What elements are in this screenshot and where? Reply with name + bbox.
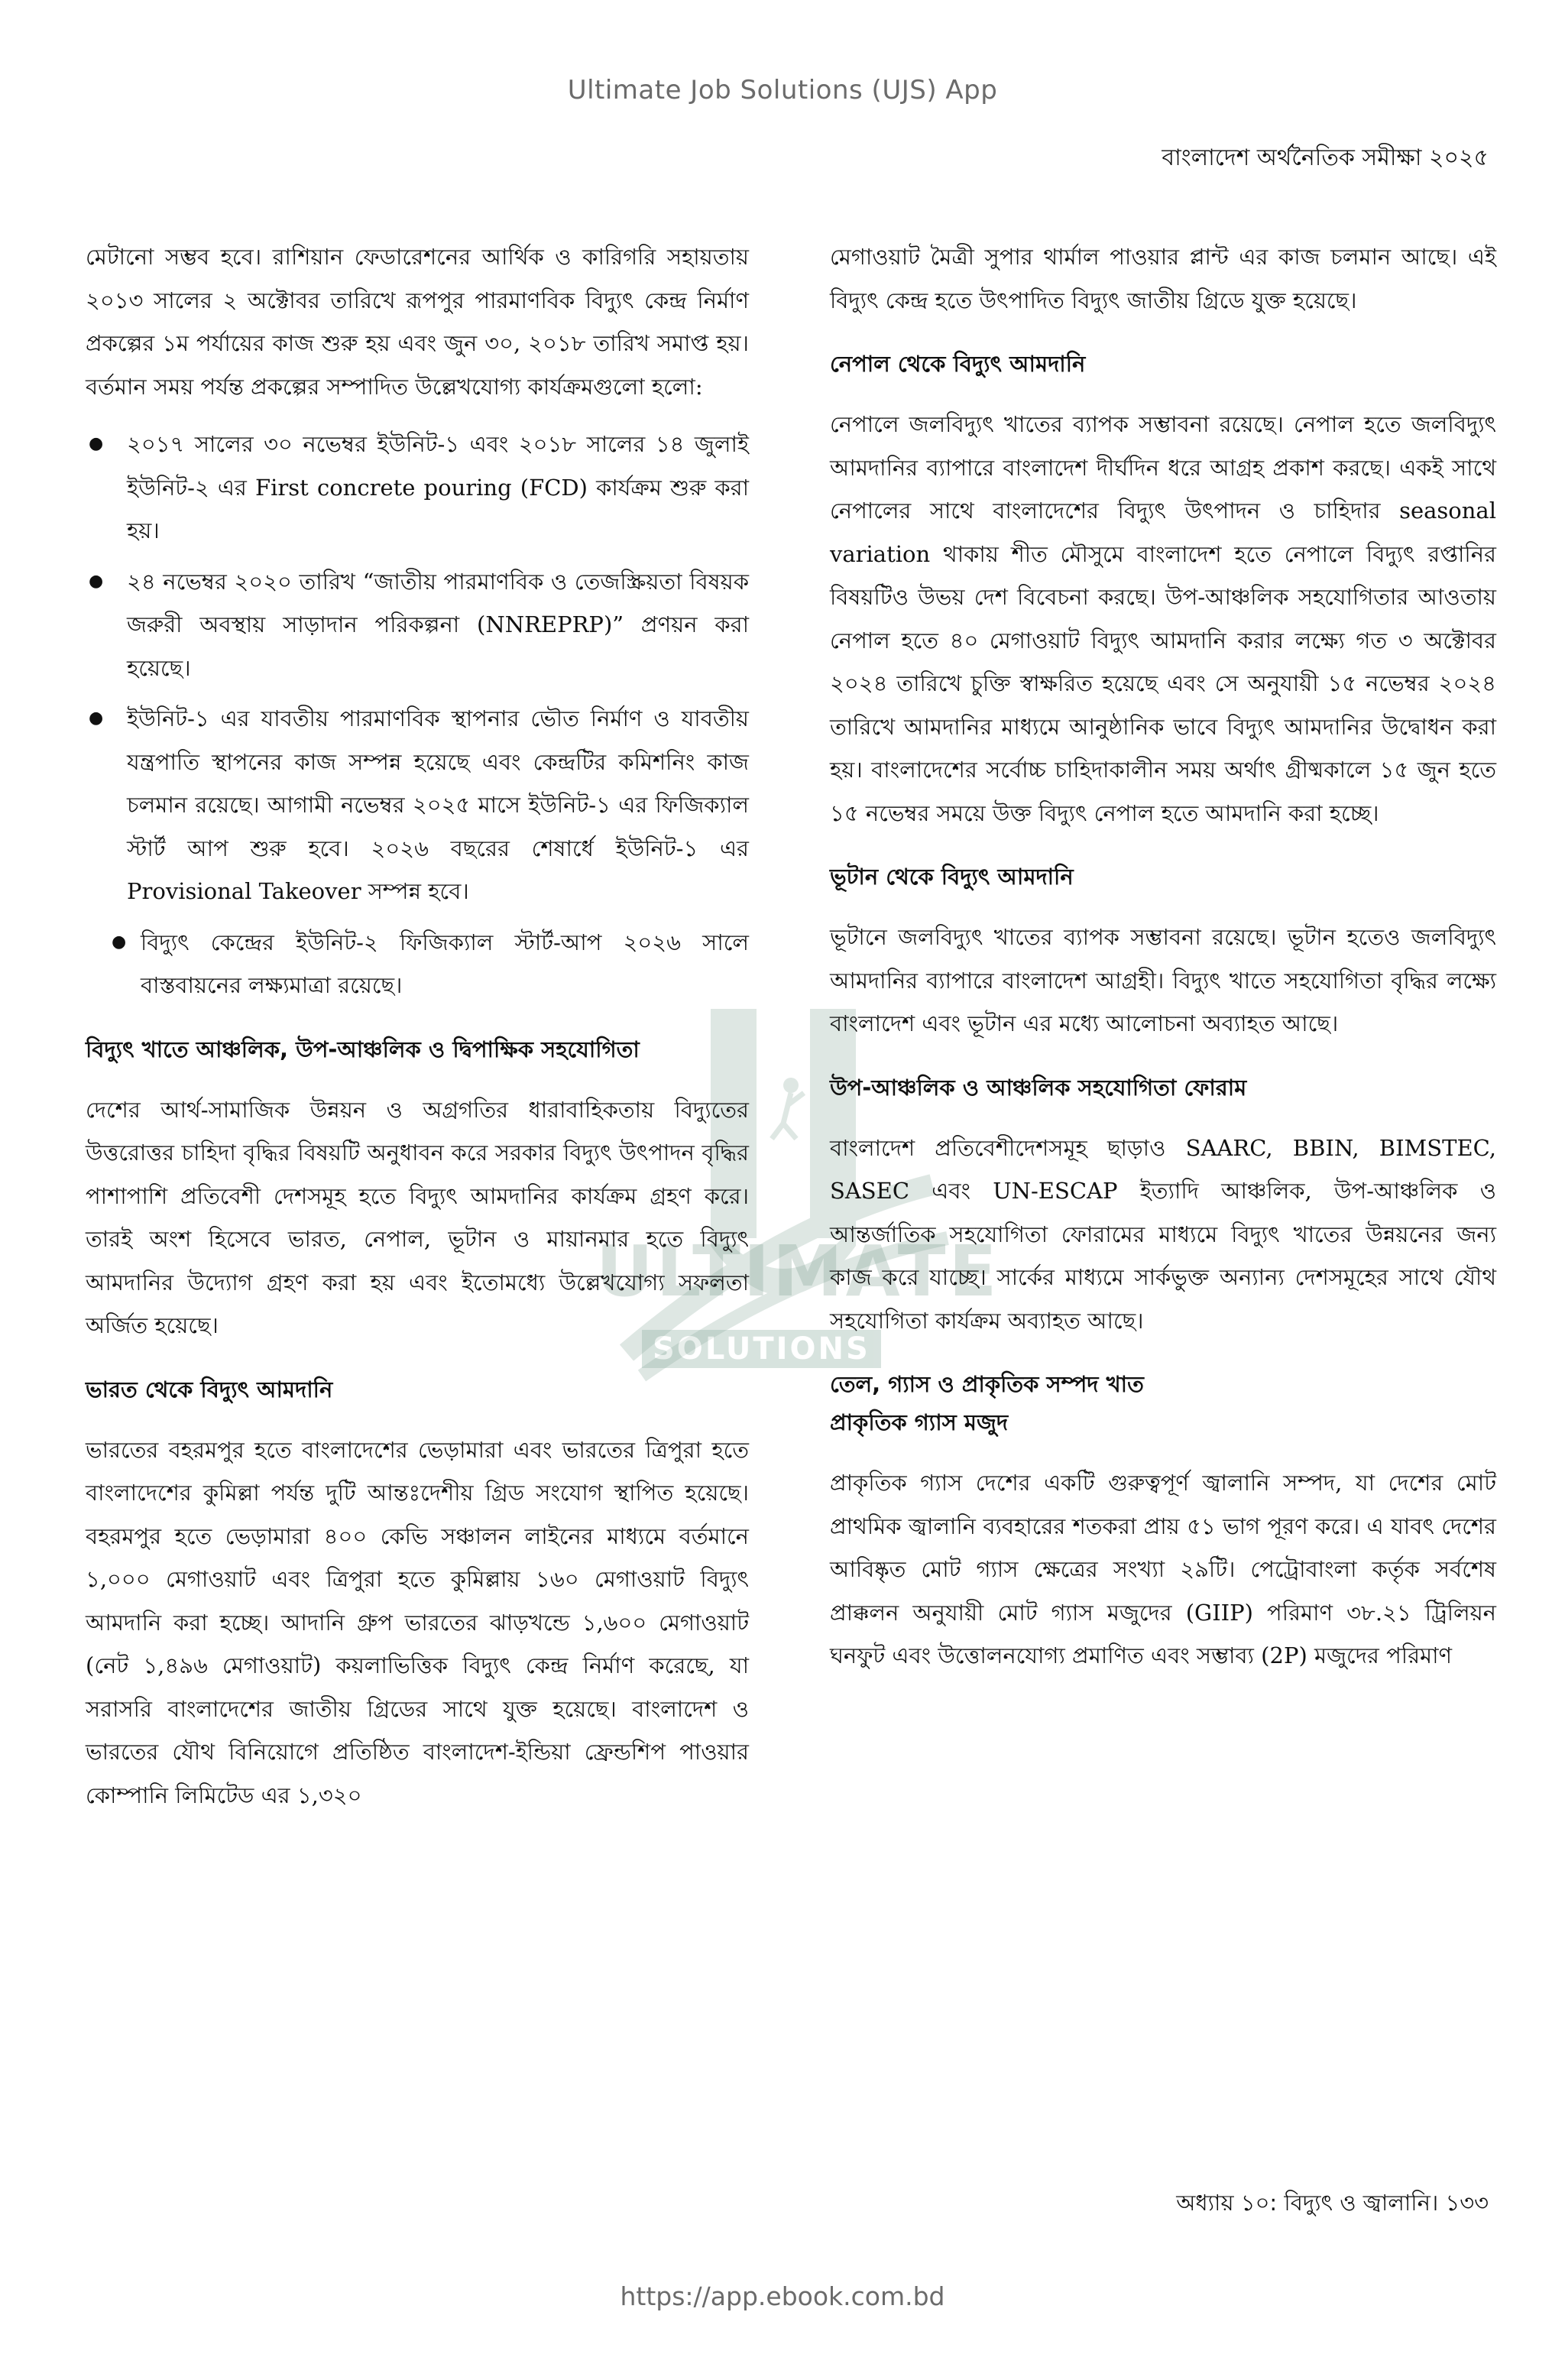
section-heading: উপ-আঞ্চলিক ও আঞ্চলিক সহযোগিতা ফোরাম [830, 1074, 1247, 1101]
paragraph: প্রাকৃতিক গ্যাস দেশের একটি গুরুত্বপূর্ণ জ্বালানি সম্পদ, যা দেশের মোট প্রাথমিক জ্বালানি ব্যবহারের শতকরা প্রায় ৫১ ভাগ পূরণ করে। এ যাবৎ দেশের আবিষ্কৃত মোট গ্যাস ক্ষেত্রের সংখ্যা ২৯টি। পেট্রোবাংলা কর্তৃক সর্বশেষ প্রাক্কলন অনুযায়ী মোট গ্যাস মজুদের (GIIP) পরিমাণ ৩৮.২১ ট্রিলিয়ন ঘনফুট এবং উত্তোলনযোগ্য প্রমাণিত এবং সম্ভাব্য (2P) মজুদের পরিমাণ [830, 1470, 1496, 1668]
chapter-footer: অধ্যায় ১০: বিদ্যুৎ ও জ্বালানি। ১৩৩ [1176, 2190, 1489, 2216]
footer-url: https://app.ebook.com.bd [620, 2281, 945, 2311]
section-heading: ভারত থেকে বিদ্যুৎ আমদানি [86, 1376, 333, 1402]
list-item: ● ২০১৭ সালের ৩০ নভেম্বর ইউনিট-১ এবং ২০১৮ সালের ১৪ জুলাই ইউনিট-২ এর First concrete pouring (FCD) কার্যক্রম শুরু করা হয়। [86, 423, 749, 553]
paragraph: দেশের আর্থ-সামাজিক উন্নয়ন ও অগ্রগতির ধারাবাহিকতায় বিদ্যুতের উত্তরোত্তর চাহিদা বৃদ্ধির বিষয়টি অনুধাবন করে সরকার বিদ্যুৎ উৎপাদন বৃদ্ধির পাশাপাশি প্রতিবেশী দেশসমূহ হতে বিদ্যুৎ আমদানির কার্যক্রম গ্রহণ করে। তারই অংশ হিসেবে ভারত, নেপাল, ভূটান ও মায়ানমার হতে বিদ্যুৎ আমদানির উদ্যোগ গ্রহণ করা হয় এবং ইতোমধ্যে উল্লেখযোগ্য সফলতা অর্জিত হয়েছে। [86, 1096, 749, 1338]
app-title: Ultimate Job Solutions (UJS) App [567, 75, 998, 105]
paragraph: নেপালে জলবিদ্যুৎ খাতের ব্যাপক সম্ভাবনা রয়েছে। নেপাল হতে জলবিদ্যুৎ আমদানির ব্যাপারে বাংলাদেশ দীর্ঘদিন ধরে আগ্রহ প্রকাশ করছে। একই সাথে নেপালের সাথে বাংলাদেশের বিদ্যুৎ উৎপাদন ও চাহিদার seasonal variation থাকায় শীত মৌসুমে বাংলাদেশ হতে নেপালে বিদ্যুৎ রপ্তানির বিষয়টিও উভয় দেশ বিবেচনা করছে। উপ-আঞ্চলিক সহযোগিতার আওতায় নেপাল হতে ৪০ মেগাওয়াট বিদ্যুৎ আমদানি করার লক্ষ্যে গত ৩ অক্টোবর ২০২৪ তারিখে চুক্তি স্বাক্ষরিত হয়েছে এবং সে অনুযায়ী ১৫ নভেম্বর ২০২৪ তারিখে আমদানির মাধ্যমে আনুষ্ঠানিক ভাবে বিদ্যুৎ আমদানির উদ্বোধন করা হয়। বাংলাদেশের সর্বোচ্চ চাহিদাকালীন সময় অর্থাৎ গ্রীষ্মকালে ১৫ জুন হতে ১৫ নভেম্বর সময়ে উক্ত বিদ্যুৎ নেপাল হতে আমদানি করা হচ্ছে। [830, 411, 1496, 826]
section-heading: তেল, গ্যাস ও প্রাকৃতিক সম্পদ খাত [830, 1371, 1144, 1397]
section-heading: ভূটান থেকে বিদ্যুৎ আমদানি [830, 864, 1074, 890]
watermark-text: ULTIMATE [596, 1231, 1000, 1312]
watermark-subtext: SOLUTIONS [642, 1330, 881, 1368]
list-item: ● ইউনিট-১ এর যাবতীয় পারমাণবিক স্থাপনার ভৌত নির্মাণ ও যাবতীয় যন্ত্রপাতি স্থাপনের কাজ সম্পন্ন হয়েছে এবং কেন্দ্রটির কমিশনিং কাজ চলমান রয়েছে। আগামী নভেম্বর ২০২৫ মাসে ইউনিট-১ এর ফিজিক্যাল স্টার্ট আপ শুরু হবে। ২০২৬ বছরের শেষার্ধে ইউনিট-১ এর Provisional Takeover সম্পন্ন হবে। [86, 697, 749, 913]
paragraph: বাংলাদেশ প্রতিবেশীদেশসমূহ ছাড়াও SAARC, BBIN, BIMSTEC, SASEC এবং UN-ESCAP ইত্যাদি আঞ্চলিক, উপ-আঞ্চলিক ও আন্তর্জাতিক সহযোগিতা ফোরামের মাধ্যমে বিদ্যুৎ খাতের উন্নয়নের জন্য কাজ করে যাচ্ছে। সার্কের মাধ্যমে সার্কভুক্ত অন্যান্য দেশসমূহের সাথে যৌথ সহযোগিতা কার্যক্রম অব্যাহত আছে। [830, 1134, 1496, 1334]
right-column [830, 235, 1496, 1692]
list-item: ● বিদ্যুৎ কেন্দ্রের ইউনিট-২ ফিজিক্যাল স্টার্ট-আপ ২০২৬ সালে বাস্তবায়নের লক্ষ্যমাত্রা রয়েছে। [86, 921, 749, 1007]
paragraph: ভূটানে জলবিদ্যুৎ খাতের ব্যাপক সম্ভাবনা রয়েছে। ভূটান হতেও জলবিদ্যুৎ আমদানির ব্যাপারে বাংলাদেশ আগ্রহী। বিদ্যুৎ খাতে সহযোগিতা বৃদ্ধির লক্ষ্যে বাংলাদেশ এবং ভূটান এর মধ্যে আলোচনা অব্যাহত আছে। [830, 924, 1496, 1036]
paragraph: মেটানো সম্ভব হবে। রাশিয়ান ফেডারেশনের আর্থিক ও কারিগরি সহায়তায় ২০১৩ সালের ২ অক্টোবর তারিখে রূপপুর পারমাণবিক বিদ্যুৎ কেন্দ্র নির্মাণ প্রকল্পের ১ম পর্যায়ের কাজ শুরু হয় এবং জুন ৩০, ২০১৮ তারিখ সমাপ্ত হয়। বর্তমান সময় পর্যন্ত প্রকল্পের সম্পাদিত উল্লেখযোগ্য কার্যক্রমগুলো হলো: [86, 244, 749, 400]
running-head: বাংলাদেশ অর্থনৈতিক সমীক্ষা ২০২৫ [1162, 144, 1489, 171]
list-item: ● ২৪ নভেম্বর ২০২০ তারিখ “জাতীয় পারমাণবিক ও তেজস্ক্রিয়তা বিষয়ক জরুরী অবস্থায় সাড়াদান পরিকল্পনা (NNREPRP)” প্রণয়ন করা হয়েছে। [86, 560, 749, 690]
bullet-list [86, 423, 749, 1007]
paragraph: ভারতের বহরমপুর হতে বাংলাদেশের ভেড়ামারা এবং ভারতের ত্রিপুরা হতে বাংলাদেশের কুমিল্লা পর্যন্ত দুটি আন্তঃদেশীয় গ্রিড সংযোগ স্থাপিত হয়েছে। বহরমপুর হতে ভেড়ামারা ৪০০ কেভি সঞ্চালন লাইনের মাধ্যমে বর্তমানে ১,০০০ মেগাওয়াট এবং ত্রিপুরা হতে কুমিল্লায় ১৬০ মেগাওয়াট বিদ্যুৎ আমদানি করা হচ্ছে। আদানি গ্রুপ ভারতের ঝাড়খন্ডে ১,৬০০ মেগাওয়াট (নেট ১,৪৯৬ মেগাওয়াট) কয়লাভিত্তিক বিদ্যুৎ কেন্দ্র নির্মাণ করেছে, যা সরাসরি বাংলাদেশের জাতীয় গ্রিডের সাথে যুক্ত হয়েছে। বাংলাদেশ ও ভারতের যৌথ বিনিয়োগে প্রতিষ্ঠিত বাংলাদেশ-ইন্ডিয়া ফ্রেন্ডশিপ পাওয়ার কোম্পানি লিমিটেড এর ১,৩২০ [86, 1436, 749, 1808]
section-heading: প্রাকৃতিক গ্যাস মজুদ [830, 1409, 1009, 1435]
section-heading: নেপাল থেকে বিদ্যুৎ আমদানি [830, 351, 1086, 377]
section-heading: বিদ্যুৎ খাতে আঞ্চলিক, উপ-আঞ্চলিক ও দ্বিপাক্ষিক সহযোগিতা [86, 1036, 640, 1062]
left-column [86, 235, 749, 1831]
paragraph: মেগাওয়াট মৈত্রী সুপার থার্মাল পাওয়ার প্লান্ট এর কাজ চলমান আছে। এই বিদ্যুৎ কেন্দ্র হতে উৎপাদিত বিদ্যুৎ জাতীয় গ্রিডে যুক্ত হয়েছে। [830, 244, 1496, 313]
